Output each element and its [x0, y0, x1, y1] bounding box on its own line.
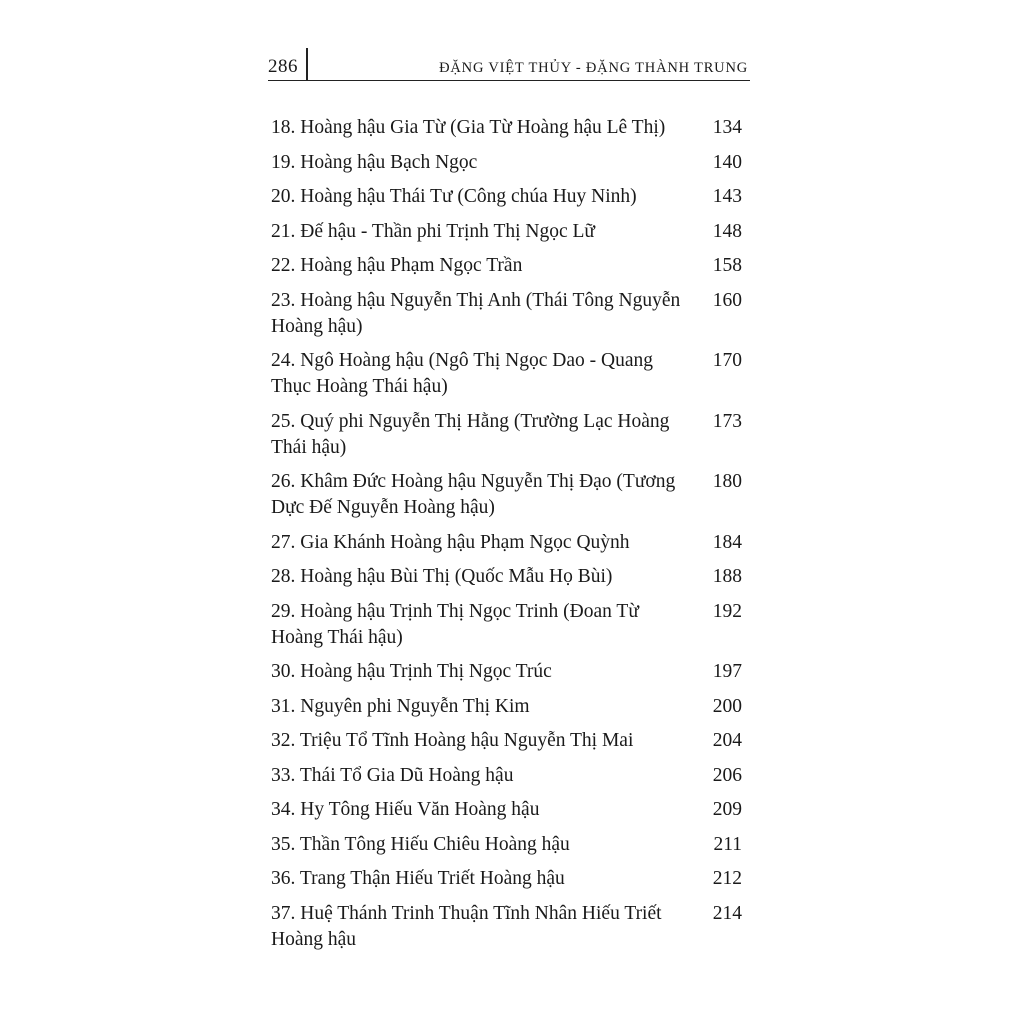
- toc-entry-page: 184: [712, 531, 742, 553]
- toc-entry-title: 24. Ngô Hoàng hậu (Ngô Thị Ngọc Dao - Quang Thục Hoàng Thái hậu): [271, 350, 653, 397]
- toc-entry-page: 170: [712, 350, 742, 371]
- toc-entry-page: 180: [712, 471, 742, 492]
- toc-entry-title: 26. Khâm Đức Hoàng hậu Nguyễn Thị Đạo (Tương Dực Đế Nguyễn Hoàng hậu): [271, 471, 676, 518]
- toc-entry-page: 200: [712, 695, 742, 717]
- running-head: ĐẶNG VIỆT THỦY - ĐẶNG THÀNH TRUNG: [439, 60, 748, 76]
- page-number: 286: [268, 56, 298, 77]
- toc-entry-title: 30. Hoàng hậu Trịnh Thị Ngọc Trúc: [271, 661, 552, 682]
- toc-entry-title: 18. Hoàng hậu Gia Từ (Gia Từ Hoàng hậu Lê Thị): [271, 117, 666, 138]
- page-header: [268, 52, 750, 81]
- toc-entry-title: 23. Hoàng hậu Nguyễn Thị Anh (Thái Tông Nguyễn Hoàng hậu): [271, 289, 681, 337]
- toc-entry: [271, 219, 743, 245]
- toc-entry-page: 148: [712, 220, 742, 242]
- toc-entry: [271, 564, 743, 590]
- toc-entry: [271, 115, 743, 141]
- toc-entry-page: 212: [712, 868, 742, 889]
- toc-entry-title: 29. Hoàng hậu Trịnh Thị Ngọc Trinh (Đoan Từ Hoàng Thái hậu): [271, 600, 639, 648]
- toc-entry-page: 209: [712, 799, 742, 820]
- toc-entry-page: 211: [713, 833, 742, 855]
- toc-entry-page: 143: [712, 186, 742, 207]
- toc-entry-title: 21. Đế hậu - Thần phi Trịnh Thị Ngọc Lữ: [271, 220, 595, 242]
- toc-entry-title: 20. Hoàng hậu Thái Tư (Công chúa Huy Ninh): [271, 186, 637, 207]
- toc-entry: [271, 866, 743, 892]
- toc-entry-title: 27. Gia Khánh Hoàng hậu Phạm Ngọc Quỳnh: [271, 531, 630, 553]
- toc-entry-title: 37. Huệ Thánh Trinh Thuận Tĩnh Nhân Hiếu Triết Hoàng hậu: [271, 902, 662, 950]
- header-vertical-rule: [306, 48, 308, 80]
- toc-entry: [271, 659, 743, 685]
- table-of-contents: [271, 115, 743, 961]
- toc-entry: [271, 728, 743, 754]
- toc-entry-page: 140: [712, 151, 742, 173]
- toc-entry-page: 134: [712, 117, 742, 138]
- toc-entry: [271, 150, 743, 176]
- toc-entry-page: 158: [712, 255, 742, 276]
- toc-entry-title: 22. Hoàng hậu Phạm Ngọc Trần: [271, 255, 523, 276]
- toc-entry: [271, 184, 743, 210]
- toc-entry-page: 160: [712, 289, 742, 311]
- toc-entry-title: 19. Hoàng hậu Bạch Ngọc: [271, 151, 478, 173]
- toc-entry-page: 204: [712, 730, 742, 751]
- toc-entry: [271, 599, 743, 651]
- toc-entry-title: 33. Thái Tổ Gia Dũ Hoàng hậu: [271, 764, 514, 786]
- toc-entry: [271, 530, 743, 556]
- toc-entry-page: 206: [712, 764, 742, 786]
- toc-entry: [271, 901, 743, 953]
- toc-entry: [271, 694, 743, 720]
- toc-entry: [271, 253, 743, 279]
- toc-entry: [271, 469, 743, 521]
- toc-entry-page: 197: [712, 661, 742, 682]
- toc-entry-title: 34. Hy Tông Hiếu Văn Hoàng hậu: [271, 799, 540, 820]
- toc-entry-page: 214: [712, 902, 742, 924]
- toc-entry: [271, 763, 743, 789]
- toc-entry-page: 173: [712, 410, 742, 432]
- toc-entry-title: 25. Quý phi Nguyễn Thị Hằng (Trường Lạc Hoàng Thái hậu): [271, 410, 670, 458]
- toc-entry: [271, 797, 743, 823]
- toc-entry: [271, 348, 743, 400]
- toc-entry-title: 31. Nguyên phi Nguyễn Thị Kim: [271, 695, 530, 717]
- toc-entry-title: 32. Triệu Tổ Tĩnh Hoàng hậu Nguyễn Thị Mai: [271, 730, 634, 751]
- toc-entry: [271, 409, 743, 461]
- toc-entry: [271, 288, 743, 340]
- toc-entry-title: 35. Thần Tông Hiếu Chiêu Hoàng hậu: [271, 833, 570, 855]
- toc-entry: [271, 832, 743, 858]
- toc-entry-page: 188: [712, 566, 742, 587]
- toc-entry-title: 28. Hoàng hậu Bùi Thị (Quốc Mẫu Họ Bùi): [271, 566, 613, 587]
- toc-entry-page: 192: [712, 600, 742, 622]
- toc-entry-title: 36. Trang Thận Hiếu Triết Hoàng hậu: [271, 868, 565, 889]
